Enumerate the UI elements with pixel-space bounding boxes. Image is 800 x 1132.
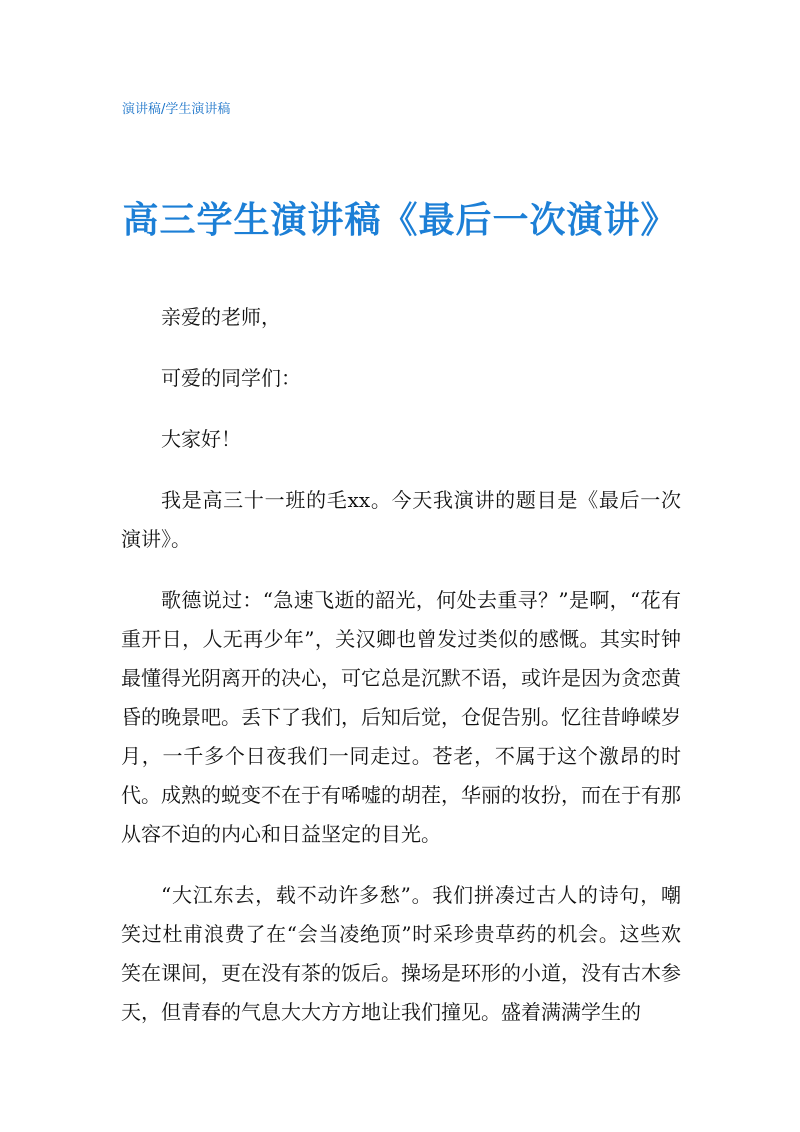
paragraph-salutation-teachers: 亲爱的老师， bbox=[161, 305, 281, 329]
document-body bbox=[121, 298, 681, 1054]
document-title: 高三学生演讲稿《最后一次演讲》 bbox=[122, 200, 678, 241]
paragraph-river-east: “大江东去，载不动许多愁”。我们拼凑过古人的诗句，嘲笑过杜甫浪费了在“会当凌绝顶”时采珍贵草药的机会。这些欢笑在课间，更在没有茶的饭后。操场是环形的小道，没有古木参天，但青春的气息大大方方地让我们撞见。盛着满满学生的 bbox=[121, 883, 681, 1024]
paragraph-introduction: 我是高三十一班的毛xx。今天我演讲的题目是《最后一次演讲》。 bbox=[121, 488, 681, 551]
paragraph-greeting: 大家好！ bbox=[161, 427, 241, 451]
breadcrumb[interactable]: 演讲稿/学生演讲稿 bbox=[122, 102, 231, 117]
paragraph-salutation-students: 可爱的同学们： bbox=[161, 366, 301, 390]
paragraph-goethe-quote: 歌德说过：“急速飞逝的韶光，何处去重寻？”是啊，“花有重开日，人无再少年”，关汉卿也曾发过类似的感慨。其实时钟最懂得光阴离开的决心，可它总是沉默不语，或许是因为贪恋黄昏的晚景吧。丢下了我们，后知后觉，仓促告别。忆往昔峥嵘岁月，一千多个日夜我们一同走过。苍老，不属于这个激昂的时代。成熟的蜕变不在于有唏嘘的胡茬，华丽的妆扮，而在于有那从容不迫的内心和日益坚定的目光。 bbox=[121, 588, 681, 846]
